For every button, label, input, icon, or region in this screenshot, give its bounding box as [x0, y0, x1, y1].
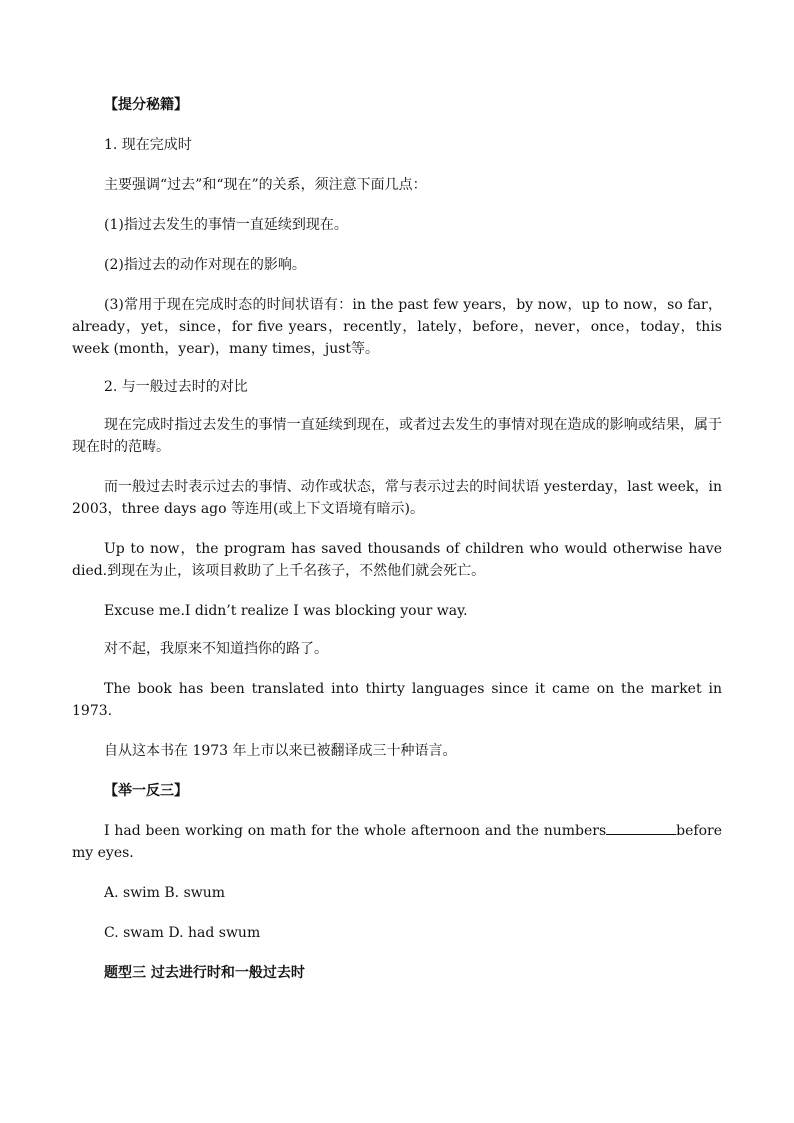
- section-1-point-1: (1)指过去发生的事情一直延续到现在。: [104, 217, 348, 233]
- question-text-after-blank: before my eyes.: [72, 823, 722, 861]
- example-3-english: The book has been translated into thirty languages since it came on the market in 1973.: [72, 681, 722, 719]
- answer-blank: [606, 820, 676, 835]
- example-2-chinese: 对不起，我原来不知道挡你的路了。: [104, 641, 328, 657]
- section-2-paragraph-2: 而一般过去时表示过去的事情、动作或状态，常与表示过去的时间状语 yesterday，last week，in 2003，three days ago 等连用(或上下文语境有暗示)。: [72, 479, 722, 517]
- section-1-point-3: (3)常用于现在完成时态的时间状语有：in the past few years，by now，up to now，so far，already，yet，since，for five years，recently，lately，before，never，once，today，this week (month，year)，many times，just等。: [72, 297, 722, 357]
- section-1-intro: 主要强调“过去”和“现在”的关系，须注意下面几点：: [104, 177, 427, 193]
- section-1-point-2: (2)指过去的动作对现在的影响。: [104, 257, 306, 273]
- practice-heading: 【举一反三】: [104, 783, 188, 799]
- options-c-d: C. swam D. had swum: [104, 925, 261, 941]
- question-text-before-blank: I had been working on math for the whole afternoon and the numbers: [104, 823, 607, 839]
- example-3-chinese: 自从这本书在 1973 年上市以来已被翻译成三十种语言。: [104, 743, 457, 759]
- practice-question: [72, 820, 722, 864]
- options-a-b: A. swim B. swum: [104, 885, 226, 901]
- section-2-paragraph-1: 现在完成时指过去发生的事情一直延续到现在，或者过去发生的事情对现在造成的影响或结果，属于现在时的范畴。: [72, 417, 722, 455]
- example-2-english: Excuse me.I didn’t realize I was blocking your way.: [104, 603, 468, 619]
- example-1: Up to now，the program has saved thousands of children who would otherwise have died.到现在为止，该项目救助了上千名孩子，不然他们就会死亡。: [72, 541, 722, 579]
- tips-heading: 【提分秘籍】: [104, 97, 188, 113]
- next-section-title: 题型三 过去进行时和一般过去时: [104, 965, 305, 981]
- section-2-title: 2. 与一般过去时的对比: [104, 379, 248, 395]
- section-1-title: 1. 现在完成时: [104, 137, 192, 153]
